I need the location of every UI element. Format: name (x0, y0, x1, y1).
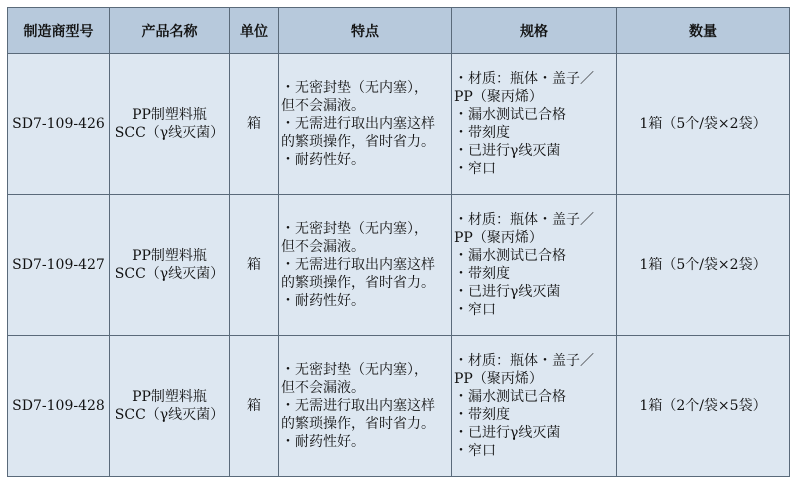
cell-unit: 箱 (230, 54, 279, 195)
spec-line: ・窄口 (454, 161, 496, 177)
spec-line: ・已进行γ线灭菌 (454, 425, 561, 441)
cell-features (279, 54, 452, 195)
cell-features (279, 336, 452, 477)
header-name: 产品名称 (110, 8, 230, 54)
cell-model: SD7-109-427 (8, 195, 110, 336)
spec-line: ・材质：瓶体・盖子／ (454, 71, 594, 87)
feature-line: ・无密封垫（无内塞）， (281, 80, 428, 96)
name-line: PP制塑料瓶 (132, 107, 207, 123)
feature-line: 但不会漏液。 (281, 239, 365, 255)
spec-line: PP（聚丙烯） (454, 89, 543, 105)
table-row (8, 195, 790, 336)
cell-unit: 箱 (230, 195, 279, 336)
spec-line: ・带刻度 (454, 266, 510, 282)
spec-line: ・漏水测试已合格 (454, 389, 566, 405)
header-unit: 单位 (230, 8, 279, 54)
cell-features (279, 195, 452, 336)
spec-line: ・带刻度 (454, 125, 510, 141)
cell-qty: 1箱（5个/袋×2袋） (617, 195, 790, 336)
feature-line: ・无需进行取出内塞这样 (281, 257, 435, 273)
header-spec: 规格 (452, 8, 617, 54)
feature-line: 的繁琐操作，省时省力。 (281, 416, 435, 432)
spec-line: ・窄口 (454, 443, 496, 459)
feature-line: 但不会漏液。 (281, 380, 365, 396)
spec-line: ・已进行γ线灭菌 (454, 284, 561, 300)
feature-line: ・耐药性好。 (281, 152, 365, 168)
feature-line: ・无需进行取出内塞这样 (281, 398, 435, 414)
cell-name (110, 336, 230, 477)
spec-line: PP（聚丙烯） (454, 230, 543, 246)
name-line: SCC（γ线灭菌） (114, 266, 225, 282)
feature-line: ・无需进行取出内塞这样 (281, 116, 435, 132)
cell-unit: 箱 (230, 336, 279, 477)
name-line: PP制塑料瓶 (132, 248, 207, 264)
name-line: SCC（γ线灭菌） (114, 407, 225, 423)
spec-line: ・漏水测试已合格 (454, 248, 566, 264)
name-line: SCC（γ线灭菌） (114, 125, 225, 141)
feature-line: ・耐药性好。 (281, 434, 365, 450)
cell-qty: 1箱（5个/袋×2袋） (617, 54, 790, 195)
cell-model: SD7-109-428 (8, 336, 110, 477)
product-spec-table (7, 7, 790, 477)
spec-line: PP（聚丙烯） (454, 371, 543, 387)
header-model: 制造商型号 (8, 8, 110, 54)
header-row (8, 8, 790, 54)
feature-line: ・无密封垫（无内塞）， (281, 362, 428, 378)
feature-line: 的繁琐操作，省时省力。 (281, 134, 435, 150)
feature-line: ・无密封垫（无内塞）， (281, 221, 428, 237)
cell-name (110, 54, 230, 195)
feature-line: 的繁琐操作，省时省力。 (281, 275, 435, 291)
spec-line: ・材质：瓶体・盖子／ (454, 353, 594, 369)
cell-model: SD7-109-426 (8, 54, 110, 195)
spec-line: ・窄口 (454, 302, 496, 318)
cell-spec (452, 54, 617, 195)
cell-name (110, 195, 230, 336)
cell-qty: 1箱（2个/袋×5袋） (617, 336, 790, 477)
spec-line: ・已进行γ线灭菌 (454, 143, 561, 159)
spec-line: ・材质：瓶体・盖子／ (454, 212, 594, 228)
header-qty: 数量 (617, 8, 790, 54)
feature-line: ・耐药性好。 (281, 293, 365, 309)
spec-line: ・漏水测试已合格 (454, 107, 566, 123)
name-line: PP制塑料瓶 (132, 389, 207, 405)
cell-spec (452, 195, 617, 336)
header-features: 特点 (279, 8, 452, 54)
feature-line: 但不会漏液。 (281, 98, 365, 114)
spec-line: ・带刻度 (454, 407, 510, 423)
table-row (8, 336, 790, 477)
table-row (8, 54, 790, 195)
cell-spec (452, 336, 617, 477)
